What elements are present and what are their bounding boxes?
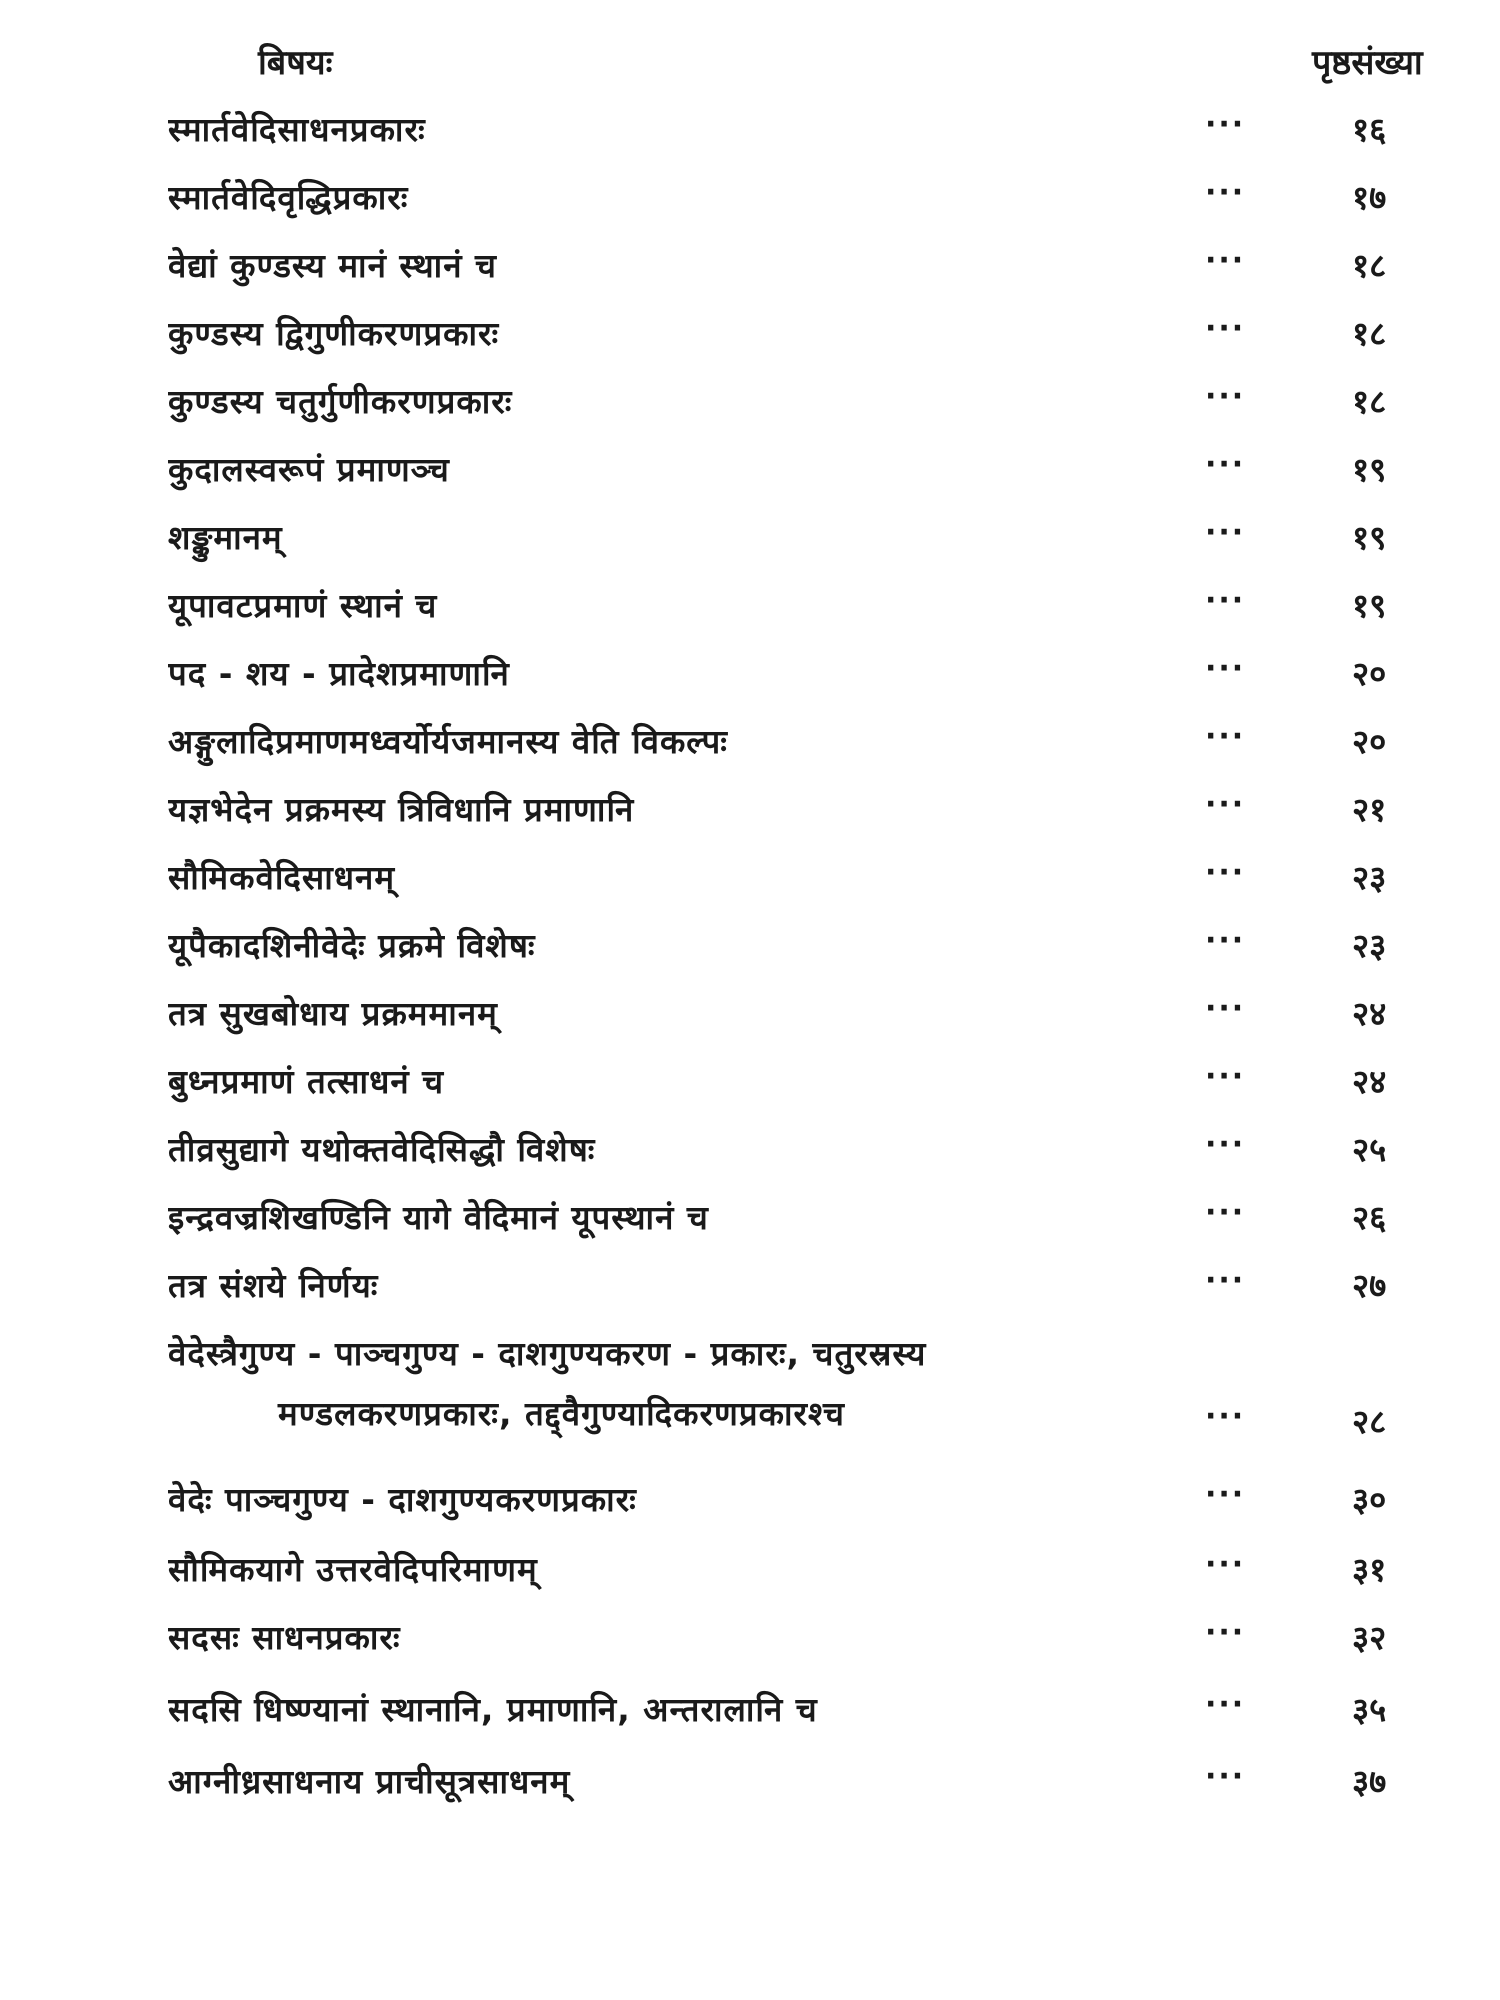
page-number: २० [1352,722,1387,761]
leader-dots: ··· [1205,651,1246,686]
list-item [0,372,1500,432]
leader-dots: ··· [1205,1263,1246,1298]
entry-title-line-2: मण्डलकरणप्रकारः, तद्द्वैगुण्यादिकरणप्रकारश्च [278,1394,845,1433]
subject-column-heading: बिषयः [258,43,333,83]
entry-title [168,1540,1178,1600]
leader-dots: ··· [1205,1059,1246,1094]
entry-title [168,576,1178,636]
entry-title [168,372,1178,432]
list-item [0,100,1500,160]
entry-title-line: तत्र सुखबोधाय प्रक्रममानम् [168,994,498,1033]
list-item [0,1256,1500,1316]
entry-title [168,1608,1178,1668]
page-number: १९ [1352,586,1387,625]
list-item [0,1470,1500,1530]
entry-title [168,1256,1178,1316]
list-item [0,1540,1500,1600]
page-number: १८ [1352,382,1387,421]
page-number: १९ [1352,518,1387,557]
list-item [0,1608,1500,1668]
page-number: २३ [1352,858,1387,897]
leader-dots: ··· [1205,1759,1246,1794]
entry-title-line: स्मार्तवेदिसाधनप्रकारः [168,110,426,149]
list-item [0,780,1500,840]
entry-title-line: कुण्डस्य चतुर्गुणीकरणप्रकारः [168,382,513,421]
list-item [0,916,1500,976]
leader-dots: ··· [1205,1127,1246,1162]
entry-title-line: अङ्गुलादिप्रमाणमध्वर्योर्यजमानस्य वेति विकल्पः [168,722,728,761]
list-item [0,984,1500,1044]
page-number: १७ [1352,178,1387,217]
page-number: २८ [1352,1402,1387,1441]
leader-dots: ··· [1205,447,1246,482]
entry-title-line: वेदेः पाञ्चगुण्य - दाशगुण्यकरणप्रकारः [168,1480,637,1519]
entry-title-line: आग्नीध्रसाधनाय प्राचीसूत्रसाधनम् [168,1762,571,1801]
entry-title-line: कुदालस्वरूपं प्रमाणञ्च [168,450,450,489]
list-item [0,1680,1500,1740]
entry-title [168,1470,1178,1530]
leader-dots: ··· [1205,175,1246,210]
leader-dots: ··· [1205,923,1246,958]
entry-title [168,508,1178,568]
entry-title [168,916,1178,976]
entry-title [168,1752,1178,1812]
page-number: १८ [1352,246,1387,285]
entry-title [168,304,1178,364]
entry-title-line: वेद्यां कुण्डस्य मानं स्थानं च [168,246,497,285]
list-item [0,848,1500,908]
entry-title [168,168,1178,228]
list-item [0,1752,1500,1812]
page-number: २३ [1352,926,1387,965]
list-item [0,1120,1500,1180]
leader-dots: ··· [1205,379,1246,414]
list-item [0,576,1500,636]
page-number: ३१ [1352,1550,1387,1589]
page-number: १९ [1352,450,1387,489]
page-number: २५ [1352,1130,1387,1169]
entry-title [168,440,1178,500]
leader-dots: ··· [1205,1195,1246,1230]
list-item [0,1188,1500,1248]
entry-title-line: सदसः साधनप्रकारः [168,1618,401,1657]
entry-title [168,712,1178,772]
leader-dots: ··· [1205,855,1246,890]
list-item [0,304,1500,364]
entry-title-line: कुण्डस्य द्विगुणीकरणप्रकारः [168,314,500,353]
entry-title-line: बुध्नप्रमाणं तत्साधनं च [168,1062,445,1101]
leader-dots: ··· [1205,1477,1246,1512]
leader-dots: ··· [1205,1547,1246,1582]
entry-title [168,780,1178,840]
entry-title [168,1120,1178,1180]
entry-title-line: यज्ञभेदेन प्रक्रमस्य त्रिविधानि प्रमाणानि [168,790,635,829]
page-number: २४ [1352,1062,1387,1101]
leader-dots: ··· [1205,515,1246,550]
list-item [0,644,1500,704]
page-number: ३२ [1352,1618,1387,1657]
page-number: ३७ [1352,1762,1387,1801]
page-number: ३० [1352,1480,1387,1519]
entry-title-line: यूपावटप्रमाणं स्थानं च [168,586,438,625]
entry-title [168,984,1178,1044]
entry-title-line: सौमिकयागे उत्तरवेदिपरिमाणम् [168,1550,538,1589]
leader-dots: ··· [1205,1687,1246,1722]
entry-title [168,644,1178,704]
entry-title [168,1188,1178,1248]
page-number: १६ [1352,110,1387,149]
leader-dots: ··· [1205,583,1246,618]
entry-title [168,848,1178,908]
entry-title-line: पद - शय - प्रादेशप्रमाणानि [168,654,510,693]
page-number: ३५ [1352,1690,1387,1729]
entry-title [168,1052,1178,1112]
entry-title [168,1324,1178,1464]
list-item [0,168,1500,228]
list-item [0,508,1500,568]
list-item [0,236,1500,296]
leader-dots: ··· [1205,243,1246,278]
list-item [0,1052,1500,1112]
page-number: २० [1352,654,1387,693]
entry-title-line: तत्र संशये निर्णयः [168,1266,379,1305]
entry-title-line: स्मार्तवेदिवृद्धिप्रकारः [168,178,409,217]
entry-title [168,100,1178,160]
entry-title-line: सदसि धिष्ण्यानां स्थानानि, प्रमाणानि, अन्तरालानि च [168,1690,818,1729]
page-number-column-heading: पृष्ठसंख्या [1312,43,1423,83]
list-item [0,712,1500,772]
leader-dots: ··· [1205,1399,1246,1434]
entry-title-line: वेदेस्त्रैगुण्य - पाञ्चगुण्य - दाशगुण्यकरण - प्रकारः, चतुरस्रस्य [168,1334,927,1373]
leader-dots: ··· [1205,719,1246,754]
page-number: १८ [1352,314,1387,353]
list-item [0,440,1500,500]
entry-title-line: सौमिकवेदिसाधनम् [168,858,396,897]
entry-title [168,1680,1178,1740]
list-item [0,1324,1500,1441]
leader-dots: ··· [1205,1615,1246,1650]
entry-title-line: इन्द्रवज्रशिखण्डिनि यागे वेदिमानं यूपस्थानं च [168,1198,709,1237]
page-number: २६ [1352,1198,1387,1237]
entry-title-line: तीव्रसुद्यागे यथोक्तवेदिसिद्धौ विशेषः [168,1130,596,1169]
leader-dots: ··· [1205,311,1246,346]
entry-title-line: यूपैकादशिनीवेदेः प्रक्रमे विशेषः [168,926,536,965]
page-number: २१ [1352,790,1387,829]
page-number: २४ [1352,994,1387,1033]
entry-title [168,236,1178,296]
entry-title-line: शङ्कुमानम् [168,518,283,557]
page-number: २७ [1352,1266,1387,1305]
leader-dots: ··· [1205,787,1246,822]
leader-dots: ··· [1205,991,1246,1026]
leader-dots: ··· [1205,107,1246,142]
